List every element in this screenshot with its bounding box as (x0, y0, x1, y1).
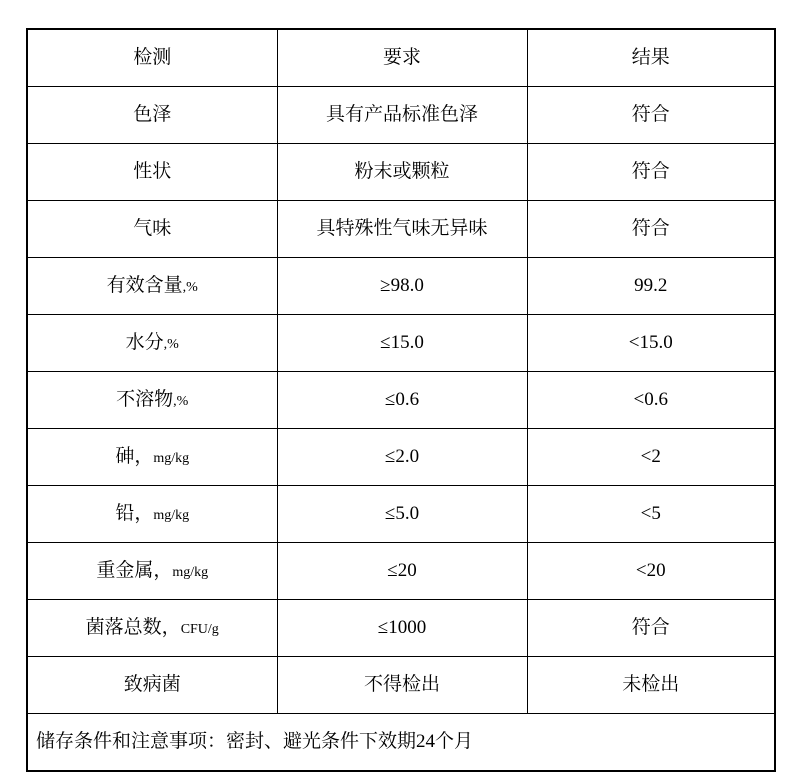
cell-item-text (126, 332, 179, 353)
cell-requirement (277, 486, 527, 543)
table-row (27, 486, 775, 543)
cell-result-text: <20 (635, 559, 666, 581)
storage-note-text: 储存条件和注意事项：密封、避光条件下效期24个月 (36, 730, 474, 752)
cell-requirement (277, 429, 527, 486)
table-row (27, 429, 775, 486)
cell-item (27, 258, 277, 315)
cell-item-text: 性状 (133, 160, 172, 182)
cell-item-main: 菌落总数， (85, 616, 181, 638)
cell-item (27, 87, 277, 144)
cell-item (27, 600, 277, 657)
cell-item-text: 气味 (133, 217, 172, 239)
cell-item-text (116, 389, 188, 410)
cell-item-unit: CFU/g (180, 621, 219, 637)
cell-requirement-text: 具特殊性气味无异味 (316, 217, 488, 239)
table-row (27, 315, 775, 372)
cell-requirement (277, 258, 527, 315)
cell-item-text (86, 617, 219, 638)
cell-requirement-text: ≤15.0 (380, 331, 424, 353)
cell-requirement-text: 不得检出 (363, 673, 440, 695)
table-row (27, 372, 775, 429)
cell-requirement-text: ≤0.6 (384, 388, 420, 410)
cell-result (527, 429, 775, 486)
cell-requirement (277, 600, 527, 657)
cell-result (527, 486, 775, 543)
cell-result-text: <2 (640, 445, 661, 467)
cell-requirement (277, 144, 527, 201)
cell-result-text: 未检出 (622, 673, 680, 695)
cell-item-unit: mg/kg (153, 450, 190, 466)
cell-item (27, 429, 277, 486)
cell-requirement-text: ≤1000 (377, 616, 427, 638)
cell-result (527, 600, 775, 657)
table-row (27, 201, 775, 258)
table-row (27, 144, 775, 201)
cell-requirement (277, 543, 527, 600)
cell-item (27, 315, 277, 372)
cell-result (527, 315, 775, 372)
cell-result-text: 符合 (631, 103, 670, 125)
cell-requirement (277, 372, 527, 429)
cell-item-text (115, 503, 189, 524)
cell-result (527, 201, 775, 258)
cell-item-text (115, 446, 189, 467)
cell-result-text: <0.6 (633, 388, 668, 410)
storage-note-row (27, 714, 775, 772)
cell-item-text (96, 560, 208, 581)
table-row (27, 258, 775, 315)
cell-result (527, 372, 775, 429)
cell-requirement-text: ≤20 (387, 559, 417, 581)
cell-requirement-text: ≤2.0 (384, 445, 420, 467)
cell-item-unit: ,% (182, 279, 198, 295)
cell-result (527, 144, 775, 201)
cell-result (527, 543, 775, 600)
cell-item-unit: ,% (163, 336, 179, 352)
column-header-requirement-label: 要求 (382, 46, 421, 68)
cell-result-text: <5 (640, 502, 661, 524)
table-row (27, 600, 775, 657)
cell-requirement (277, 87, 527, 144)
cell-requirement (277, 657, 527, 714)
cell-item-main: 砷， (115, 445, 154, 467)
cell-item-text: 色泽 (133, 103, 172, 125)
column-header-requirement (277, 29, 527, 87)
column-header-result-label: 结果 (631, 46, 670, 68)
cell-item-main: 铅， (115, 502, 154, 524)
cell-item-unit: mg/kg (172, 564, 209, 580)
table-row (27, 657, 775, 714)
cell-item (27, 201, 277, 258)
cell-result-text: <15.0 (628, 331, 673, 353)
cell-result (527, 657, 775, 714)
cell-item-main: 水分 (125, 331, 164, 353)
specification-table (26, 28, 776, 772)
cell-item-main: 不溶物 (116, 388, 174, 410)
column-header-result (527, 29, 775, 87)
column-header-item-label: 检测 (133, 46, 172, 68)
table-header-row (27, 29, 775, 87)
cell-item-text: 致病菌 (123, 673, 181, 695)
cell-requirement-text: 粉末或颗粒 (354, 160, 450, 182)
table-row (27, 543, 775, 600)
cell-result-text: 符合 (631, 217, 670, 239)
cell-result (527, 258, 775, 315)
cell-item-main: 有效含量 (106, 274, 183, 296)
table-row (27, 87, 775, 144)
cell-item-main: 重金属， (96, 559, 173, 581)
cell-item (27, 657, 277, 714)
cell-result-text: 99.2 (634, 274, 668, 296)
cell-result-text: 符合 (631, 160, 670, 182)
cell-requirement-text: ≤5.0 (384, 502, 420, 524)
cell-item (27, 543, 277, 600)
storage-note-cell (27, 714, 775, 772)
column-header-item (27, 29, 277, 87)
cell-item (27, 372, 277, 429)
cell-requirement-text: 具有产品标准色泽 (325, 103, 478, 125)
cell-item-unit: mg/kg (153, 507, 190, 523)
cell-item-text (107, 275, 198, 296)
cell-requirement (277, 201, 527, 258)
cell-item (27, 486, 277, 543)
cell-result (527, 87, 775, 144)
cell-item (27, 144, 277, 201)
cell-requirement-text: ≥98.0 (380, 274, 424, 296)
cell-requirement (277, 315, 527, 372)
cell-result-text: 符合 (631, 616, 670, 638)
cell-item-unit: ,% (173, 393, 189, 409)
